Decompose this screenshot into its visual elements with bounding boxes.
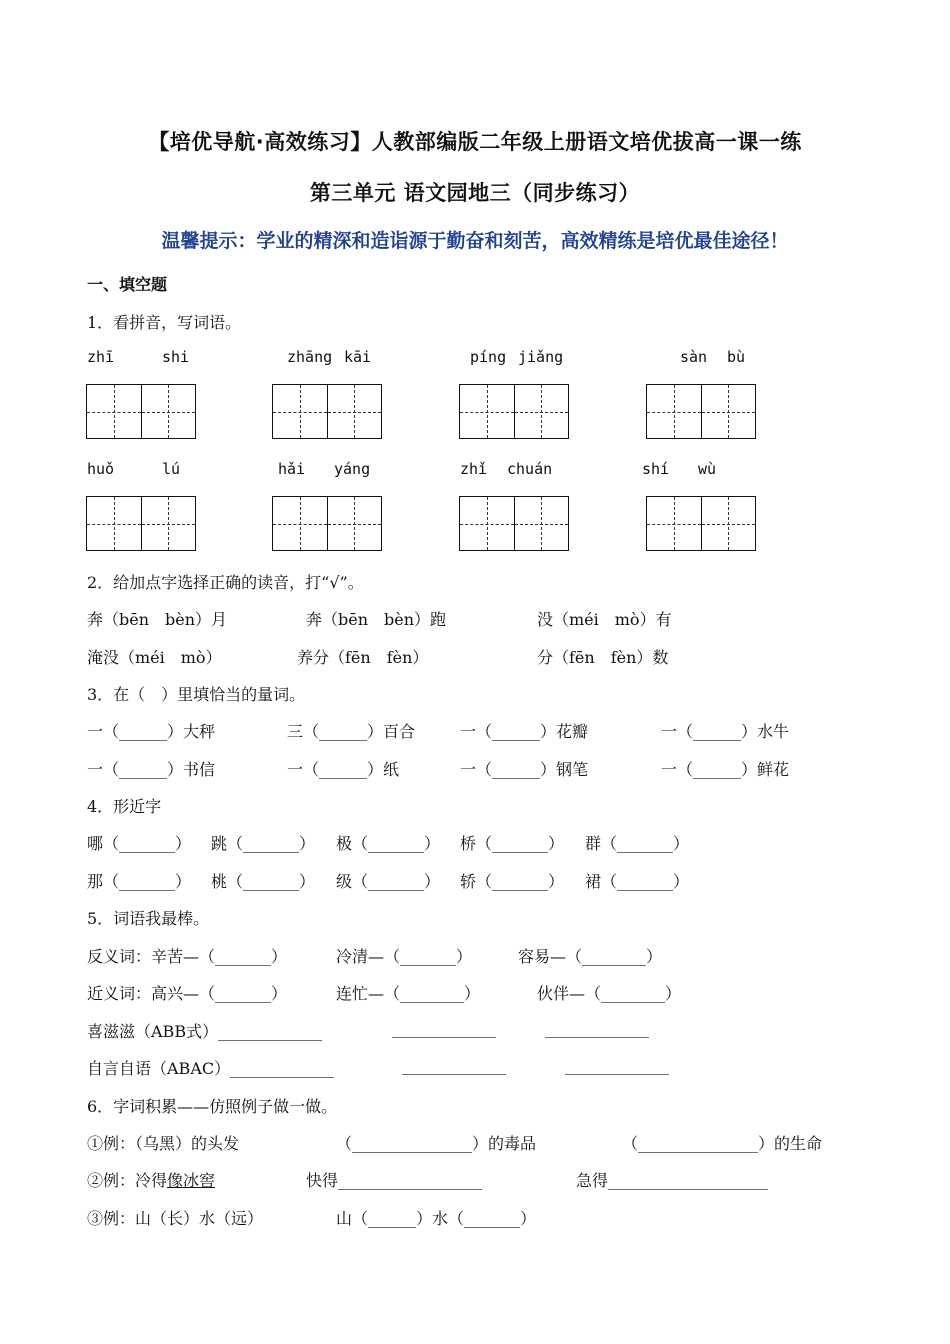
pronunciation-item[interactable]: 分（fēn fèn）数	[537, 648, 669, 667]
pinyin: chuán	[507, 460, 553, 478]
fill-blank-item[interactable]: _____________	[392, 1019, 496, 1038]
pinyin: wù	[698, 460, 717, 478]
page-subtitle: 第三单元 语文园地三（同步练习）	[309, 181, 641, 205]
fill-blank-item[interactable]: 三（______）百合	[287, 722, 416, 741]
writing-grid[interactable]	[272, 384, 382, 439]
example-underlined: 像冰窖	[167, 1171, 216, 1190]
fill-blank-item[interactable]: 桥（_______）	[460, 834, 565, 853]
fill-blank-item[interactable]: 一（______）钢笔	[460, 760, 589, 779]
fill-blank-item[interactable]: 一（______）鲜花	[661, 760, 790, 779]
writing-grid[interactable]	[86, 496, 196, 551]
section-heading: 一、填空题	[87, 275, 168, 294]
pinyin: píng	[470, 348, 507, 366]
pinyin: zhī	[87, 348, 115, 366]
question-4-stem: 4．形近字	[87, 797, 162, 816]
fill-blank-item[interactable]: 伙伴—（________）	[537, 984, 682, 1003]
fill-blank-item[interactable]: _____________	[402, 1056, 506, 1075]
pronunciation-item[interactable]: 没（méi mò）有	[537, 610, 672, 629]
question-3-stem: 3．在（ ）里填恰当的量词。	[87, 685, 306, 704]
fill-blank-item[interactable]: 一（______）纸	[287, 760, 400, 779]
fill-blank-item[interactable]: 一（______）书信	[87, 760, 216, 779]
writing-grid[interactable]	[459, 384, 569, 439]
fill-blank-item[interactable]: 喜滋滋（ABB式）_____________	[87, 1022, 323, 1041]
fill-blank-item[interactable]: 极（_______）	[336, 834, 441, 853]
pinyin: sàn	[680, 348, 708, 366]
fill-blank-item[interactable]: 自言自语（ABAC）_____________	[87, 1059, 335, 1078]
pronunciation-item[interactable]: 淹没（méi mò）	[87, 648, 222, 667]
fill-blank-item[interactable]: _____________	[545, 1019, 649, 1038]
fill-blank-item[interactable]: 跳（_______）	[211, 834, 316, 853]
fill-blank-item[interactable]: 反义词：辛苦—（_______）	[87, 947, 288, 966]
pronunciation-item[interactable]: 奔（bēn bèn）月	[87, 610, 228, 629]
example-item: ①例：（乌黑）的头发	[87, 1134, 240, 1153]
pinyin: zhāng	[287, 348, 333, 366]
writing-grid[interactable]	[86, 384, 196, 439]
page-title: 【培优导航·高效练习】人教部编版二年级上册语文培优拔高一课一练	[148, 130, 802, 154]
fill-blank-item[interactable]: 哪（_______）	[87, 834, 192, 853]
fill-blank-item[interactable]: 容易—（________）	[518, 947, 663, 966]
fill-blank-item[interactable]: 一（______）水牛	[661, 722, 790, 741]
fill-blank-item[interactable]: 连忙—（________）	[336, 984, 481, 1003]
writing-grid[interactable]	[459, 496, 569, 551]
fill-blank-item[interactable]: 群（_______）	[585, 834, 690, 853]
fill-blank-item[interactable]: 桃（_______）	[211, 872, 316, 891]
fill-blank-item[interactable]: 轿（_______）	[460, 872, 565, 891]
fill-blank-item[interactable]: （_______________）的生命	[622, 1134, 823, 1153]
pinyin: lú	[162, 460, 181, 478]
fill-blank-item[interactable]: 山（______）水（_______）	[336, 1209, 537, 1228]
writing-grid[interactable]	[646, 384, 756, 439]
pinyin: huǒ	[87, 460, 115, 478]
question-1-stem: 1．看拼音，写词语。	[87, 313, 242, 332]
fill-blank-item[interactable]: 一（______）大秤	[87, 722, 216, 741]
fill-blank-item[interactable]: 快得__________________	[306, 1171, 483, 1190]
pinyin: yáng	[334, 460, 371, 478]
fill-blank-item[interactable]: _____________	[565, 1056, 669, 1075]
pinyin: shi	[162, 348, 190, 366]
fill-blank-item[interactable]: 冷清—（_______）	[336, 947, 473, 966]
example-item	[87, 1168, 215, 1191]
fill-blank-item[interactable]: 级（_______）	[336, 872, 441, 891]
pinyin: shí	[642, 460, 670, 478]
tip-text: 温馨提示：学业的精深和造诣源于勤奋和刻苦，高效精练是培优最佳途径！	[161, 230, 789, 252]
fill-blank-item[interactable]: 裙（_______）	[585, 872, 690, 891]
pinyin: kāi	[344, 348, 372, 366]
writing-grid[interactable]	[272, 496, 382, 551]
example-item: ③例：山（长）水（远）	[87, 1209, 264, 1228]
question-5-stem: 5．词语我最棒。	[87, 909, 210, 928]
fill-blank-item[interactable]: 一（______）花瓣	[460, 722, 589, 741]
pinyin: jiǎng	[518, 348, 564, 366]
pinyin: hǎi	[278, 460, 306, 478]
pinyin: bù	[727, 348, 746, 366]
pinyin: zhǐ	[460, 460, 488, 478]
fill-blank-item[interactable]: 那（_______）	[87, 872, 192, 891]
pronunciation-item[interactable]: 奔（bēn bèn）跑	[306, 610, 447, 629]
pronunciation-item[interactable]: 养分（fēn fèn）	[297, 648, 429, 667]
fill-blank-item[interactable]: 近义词：高兴—（_______）	[87, 984, 288, 1003]
writing-grid[interactable]	[646, 496, 756, 551]
question-2-stem: 2．给加点字选择正确的读音，打“√”。	[87, 573, 364, 592]
fill-blank-item[interactable]: （_______________）的毒品	[336, 1134, 537, 1153]
example-prefix: ②例：冷得	[87, 1171, 168, 1190]
fill-blank-item[interactable]: 急得____________________	[576, 1171, 769, 1190]
question-6-stem: 6．字词积累——仿照例子做一做。	[87, 1097, 338, 1116]
